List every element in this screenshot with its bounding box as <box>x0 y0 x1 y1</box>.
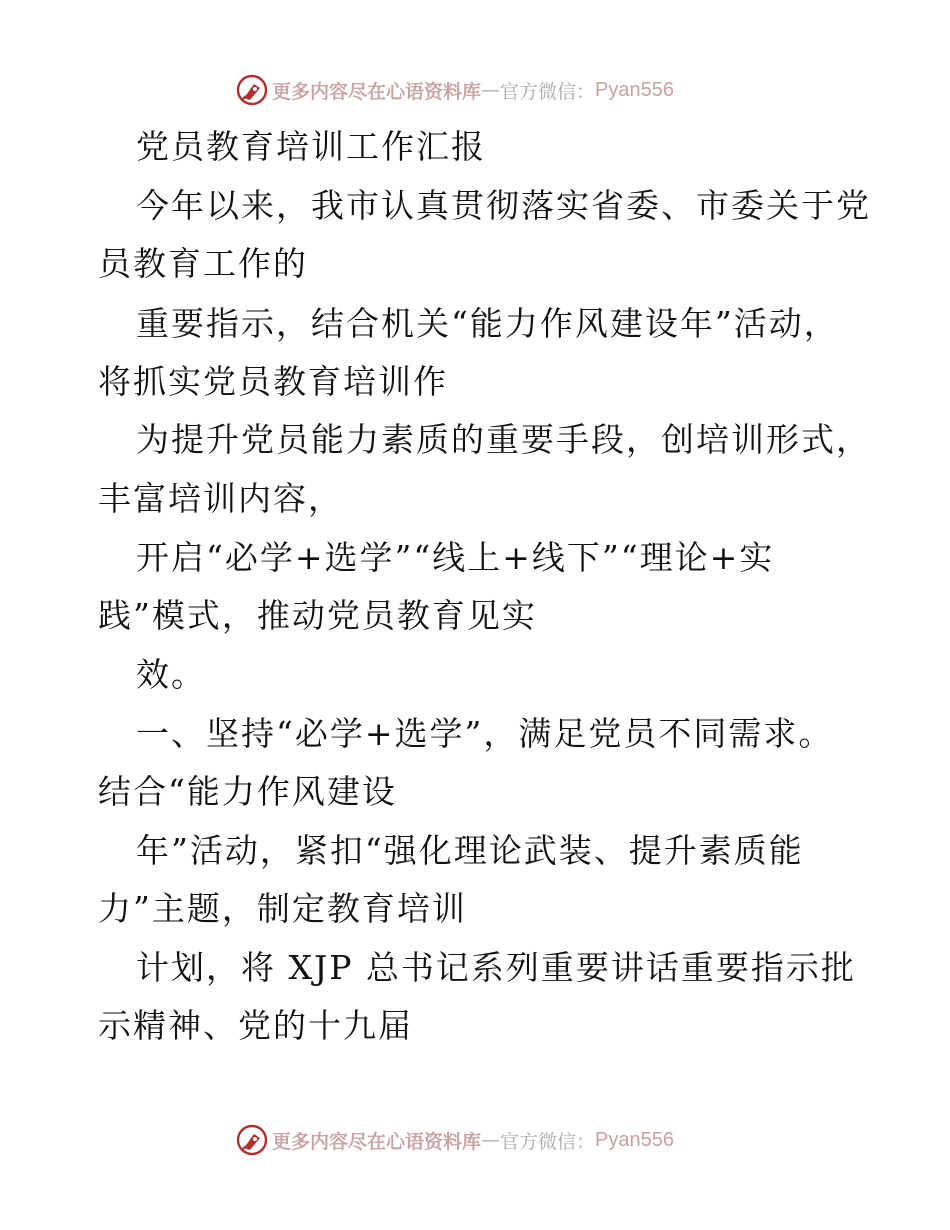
text-line: 结合“能力作风建设 <box>98 772 397 811</box>
pen-nib-logo-icon <box>236 1124 268 1156</box>
pen-nib-logo-icon <box>236 74 268 106</box>
footer-banner <box>236 1122 674 1158</box>
text-line: 将抓实党员教育培训作 <box>98 362 448 401</box>
text-line: 计划，将 XJP 总书记系列重要讲话重要指示批 <box>136 948 856 987</box>
header-banner <box>236 72 674 108</box>
text-line: 践”模式，推动党员教育见实 <box>98 596 537 635</box>
banner-title: 更多内容尽在心语资料库 <box>272 1130 482 1153</box>
document-title: 党员教育培训工作汇报 <box>136 127 486 166</box>
text-line: 为提升党员能力素质的重要手段，创培训形式， <box>136 420 871 459</box>
text-line: 效。 <box>136 655 206 694</box>
text-line: 丰富培训内容， <box>98 479 343 518</box>
text-line: 年”活动，紧扣“强化理论武装、提升素质能 <box>136 831 804 870</box>
banner-official-label: 官方微信： <box>500 80 596 103</box>
banner-dash: — <box>481 79 501 101</box>
text-line: 员教育工作的 <box>98 244 308 283</box>
text-line: 重要指示，结合机关“能力作风建设年”活动， <box>136 304 839 343</box>
banner-wechat-id: Pyan556 <box>595 78 674 101</box>
section-heading: 一、坚持“必学+选学”，满足党员不同需求。 <box>136 714 834 753</box>
text-line: 示精神、党的十九届 <box>98 1006 413 1045</box>
banner-wechat-id: Pyan556 <box>595 1128 674 1151</box>
text-line: 今年以来，我市认真贯彻落实省委、市委关于党 <box>136 186 871 225</box>
banner-official-label: 官方微信： <box>500 1130 596 1153</box>
text-line: 力”主题，制定教育培训 <box>98 889 467 928</box>
banner-dash: — <box>481 1129 501 1151</box>
text-line: 开启“必学+选学”“线上+线下”“理论+实 <box>136 538 775 577</box>
banner-title: 更多内容尽在心语资料库 <box>272 80 482 103</box>
